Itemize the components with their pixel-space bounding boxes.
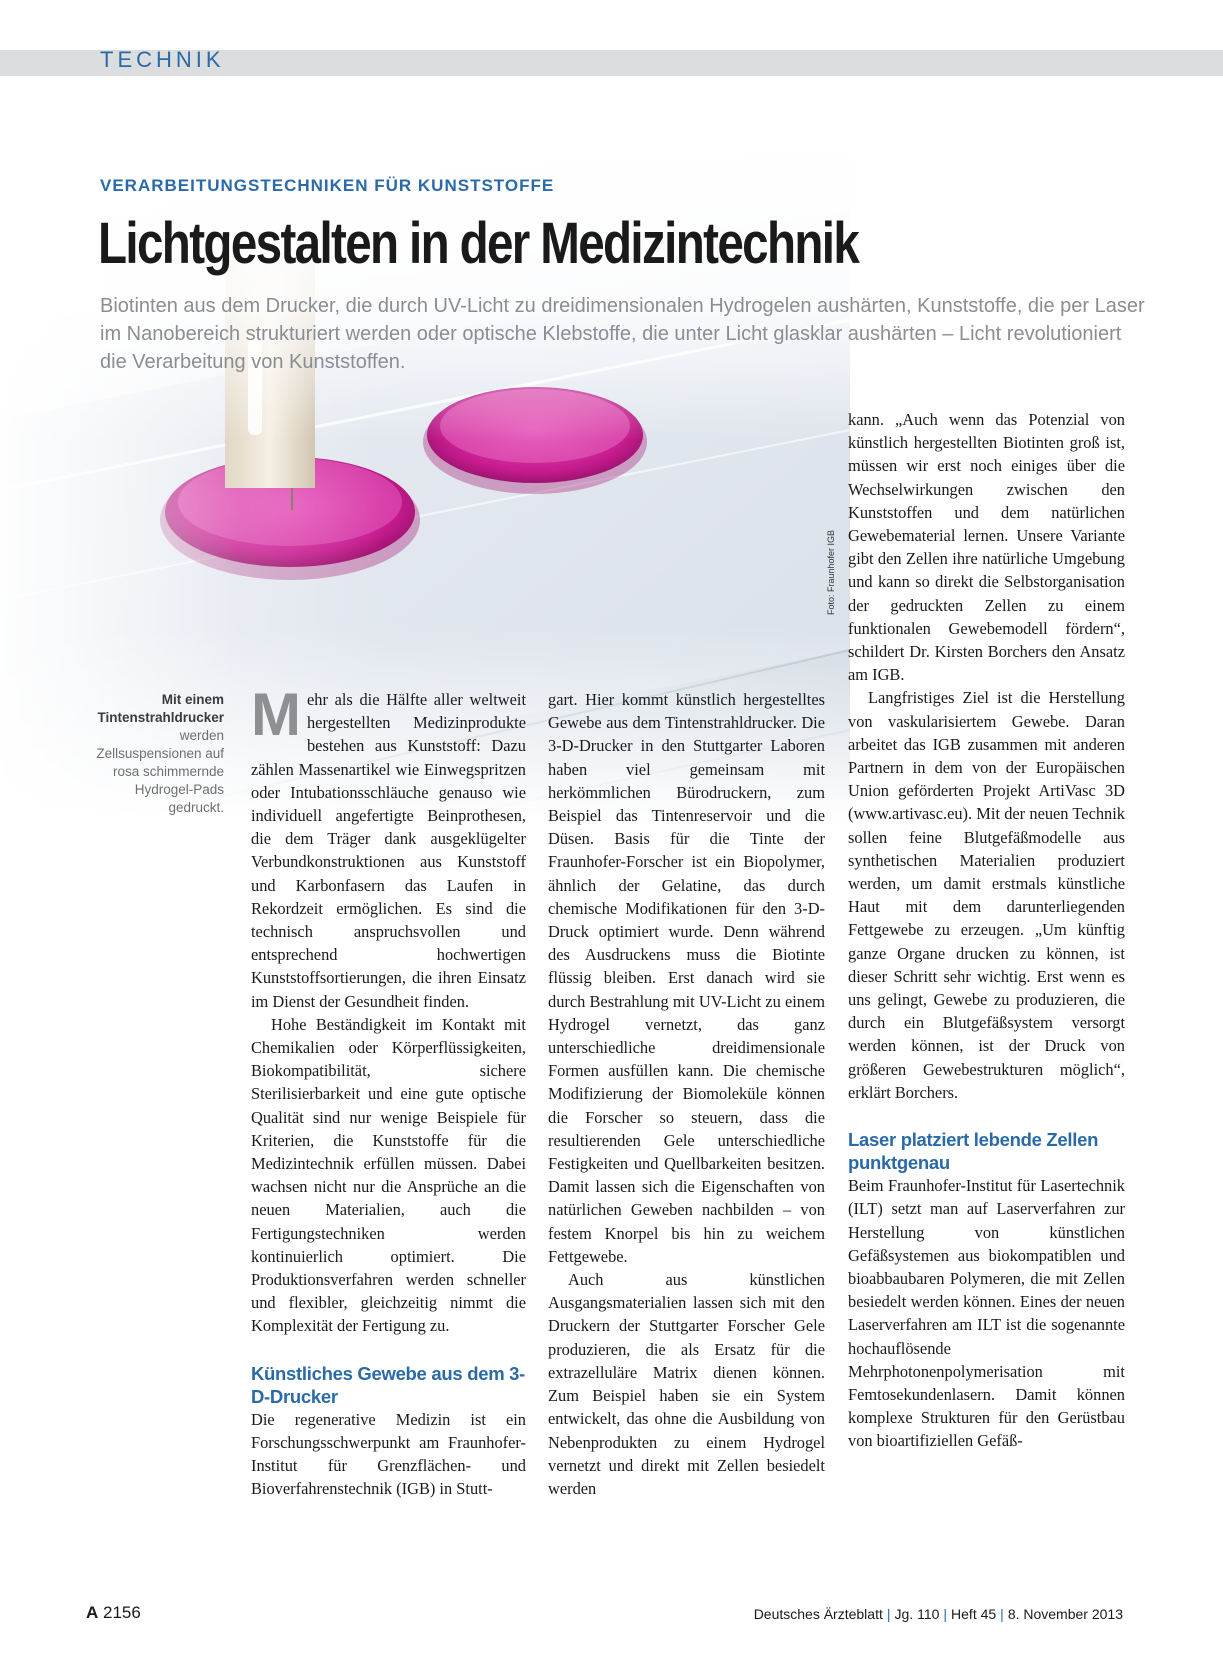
paragraph: kann. „Auch wenn das Potenzial von künstlich hergestellten Biotinten groß ist, müssen wir erst noch einiges über die Wechselwirkungen zwischen den Kunststoffen und dem natürlichen Gewebematerial lernen. Unsere Variante gibt den Zellen ihre natürliche Umgebung und kann so direkt die Selbstorganisation der gedruckten Zellen zu einem funktionalen Gewebemodell fördern“, schildert Dr. Kirsten Borchers den Ansatz am IGB. (848, 410, 1125, 685)
paragraph: Hohe Beständigkeit im Kontakt mit Chemikalien oder Körperflüssigkeiten, Biokompatibilität, sichere Sterilisierbarkeit und eine gute optische Qualität sind nur wenige Beispiele für Kriterien, die Kunststoffe für die Medizintechnik erfüllen müssen. Dabei wachsen nicht nur die Ansprüche an die neuen Materialien, auch die Fertigungstechniken werden kontinuierlich optimiert. Die Produktionsverfahren werden schneller und flexibler, gleichzeitig nimmt die Komplexität der Fertigung zu. (251, 1014, 526, 1336)
caption-text: werden Zellsuspensionen auf rosa schimmernde Hydrogel-Pads gedruckt. (96, 728, 224, 815)
journal-volume: Jg. 110 (894, 1606, 940, 1622)
photo-caption (90, 691, 224, 817)
photo-credit: Foto: Fraunhofer IGB (826, 529, 836, 615)
journal-footer (754, 1606, 1123, 1622)
paragraph: Langfristiges Ziel ist die Herstellung von vaskularisiertem Gewebe. Daran arbeitet das IGB zusammen mit anderen Partnern in dem von der Europäischen Union geförderten Projekt ArtiVasc 3D (www.artivasc.eu). Mit der neuen Technik sollen feine Blutgefäßmodelle aus synthetischen Materialien produziert werden, um damit erstmals künstliche Haut mit dem darunterliegenden Fettgewebe zu erzeugen. „Um künftig ganze Organe drucken zu können, ist dieser Schritt sehr wichtig. Erst wenn es uns gelingt, Gewebe zu produzieren, die durch ein Blutgefäßsystem versorgt werden können, ist der Druck von größeren Gewebestrukturen möglich“, erklärt Borchers. (848, 688, 1125, 1102)
caption-bold: Mit einem Tintenstrahldrucker (97, 692, 224, 725)
journal-name: Deutsches Ärzteblatt (753, 1606, 883, 1622)
kicker: VERARBEITUNGSTECHNIKEN FÜR KUNSTSTOFFE (100, 176, 555, 195)
separator: | (1000, 1606, 1004, 1622)
paragraph: Beim Fraunhofer-Institut für Lasertechnik (ILT) setzt man auf Laserverfahren zur Herstellung von künstlichen Gefäßsystemen aus biokompatiblen und bioabbaubaren Polymeren, die mit Zellen besiedelt werden können. Eines der neuen Laserverfahren am ILT ist die sogenannte hochauflösende Mehrphotonenpolymerisation mit Femtosekundenlasern. Damit können komplexe Strukturen für den Gerüstbau von bioartifiziellen Gefäß- (848, 1176, 1125, 1451)
paragraph: ehr als die Hälfte aller weltweit hergestellten Medizinprodukte bestehen aus Kunststoff: Dazu zählen Massenartikel wie Einwegspritzen oder Intubationsschläuche genauso wie individuell angefertigte Beinprothesen, die dem Träger dank ausgeklügelter Verbundkonstruktionen aus Kunststoff und Karbonfasern das Laufen in Rekordzeit ermöglichen. Es sind die technisch anspruchsvollen und entsprechend hochwertigen Kunststoffsortierungen, die ihren Einsatz im Dienst der Gesundheit finden. (251, 690, 526, 1011)
paragraph: Die regenerative Medizin ist ein Forschungsschwerpunkt am Fraunhofer-Institut für Grenzflächen- und Bioverfahrenstechnik (IGB) in Stutt- (251, 1409, 526, 1499)
column-3 (848, 408, 1125, 1453)
subheading: Laser platziert lebende Zellen punktgenau (848, 1129, 1099, 1174)
paragraph: gart. Hier kommt künstlich hergestelltes Gewebe aus dem Tintenstrahldrucker. Die 3-D-Drucker in den Stuttgarter Laboren haben viel gemeinsam mit herkömmlichen Bürodruckern, zum Beispiel das Tintenreservoir und die Düsen. Basis für die Tinte der Fraunhofer-Forscher ist ein Biopolymer, ähnlich der Gelatine, das durch chemische Modifikationen für den 3-D-Druck optimiert wurde. Denn während des Ausdruckens muss die Biotinte flüssig bleiben. Erst danach wird sie durch Bestrahlung mit UV-Licht zu einem Hydrogel vernetzt, das ganz unterschiedliche dreidimensionale Formen ausfüllen kann. Die chemische Modifizierung der Biomoleküle können die Forscher so steuern, dass die resultierenden Gele unterschiedliche Festigkeiten und Quellbarkeiten besitzen. Damit lassen sich die Eigenschaften von natürlichen Geweben nachbilden – von festem Knorpel bis hin zu weichem Fettgewebe. (548, 690, 825, 1266)
section-label: TECHNIK (100, 47, 225, 72)
subheading: Künstliches Gewebe aus dem 3-D-Drucker (251, 1362, 526, 1407)
journal-issue: Heft 45 (951, 1606, 997, 1622)
journal-date: 8. November 2013 (1007, 1606, 1123, 1622)
separator: | (943, 1606, 948, 1622)
page-number (86, 1603, 141, 1623)
page-prefix: A (86, 1603, 99, 1622)
lead-paragraph: Biotinten aus dem Drucker, die durch UV-Licht zu dreidimensionalen Hydrogelen aushärten, Kunststoffe, die per Laser im Nanobereich strukturiert werden oder optische Klebstoffe, die unter Licht glasklar aushärten – Licht revolutioniert die Verarbeitung von Kunststoffen. (100, 295, 1145, 373)
column-2 (548, 688, 825, 1500)
separator: | (886, 1606, 891, 1622)
paragraph: Auch aus künstlichen Ausgangsmaterialien lassen sich mit den Druckern der Stuttgarter Forscher Gele produzieren, die als Ersatz für die extrazelluläre Matrix dienen können. Zum Beispiel haben sie ein System entwickelt, das ohne die Ausbildung von Nebenprodukten zu einem Hydrogel vernetzt und direkt mit Zellen besiedelt werden (548, 1270, 825, 1498)
drop-cap: M (251, 681, 301, 748)
page-number-value: 2156 (103, 1603, 141, 1622)
article-title: Lichtgestalten in der Medizintechnik (98, 211, 859, 276)
column-1 (251, 681, 526, 1501)
